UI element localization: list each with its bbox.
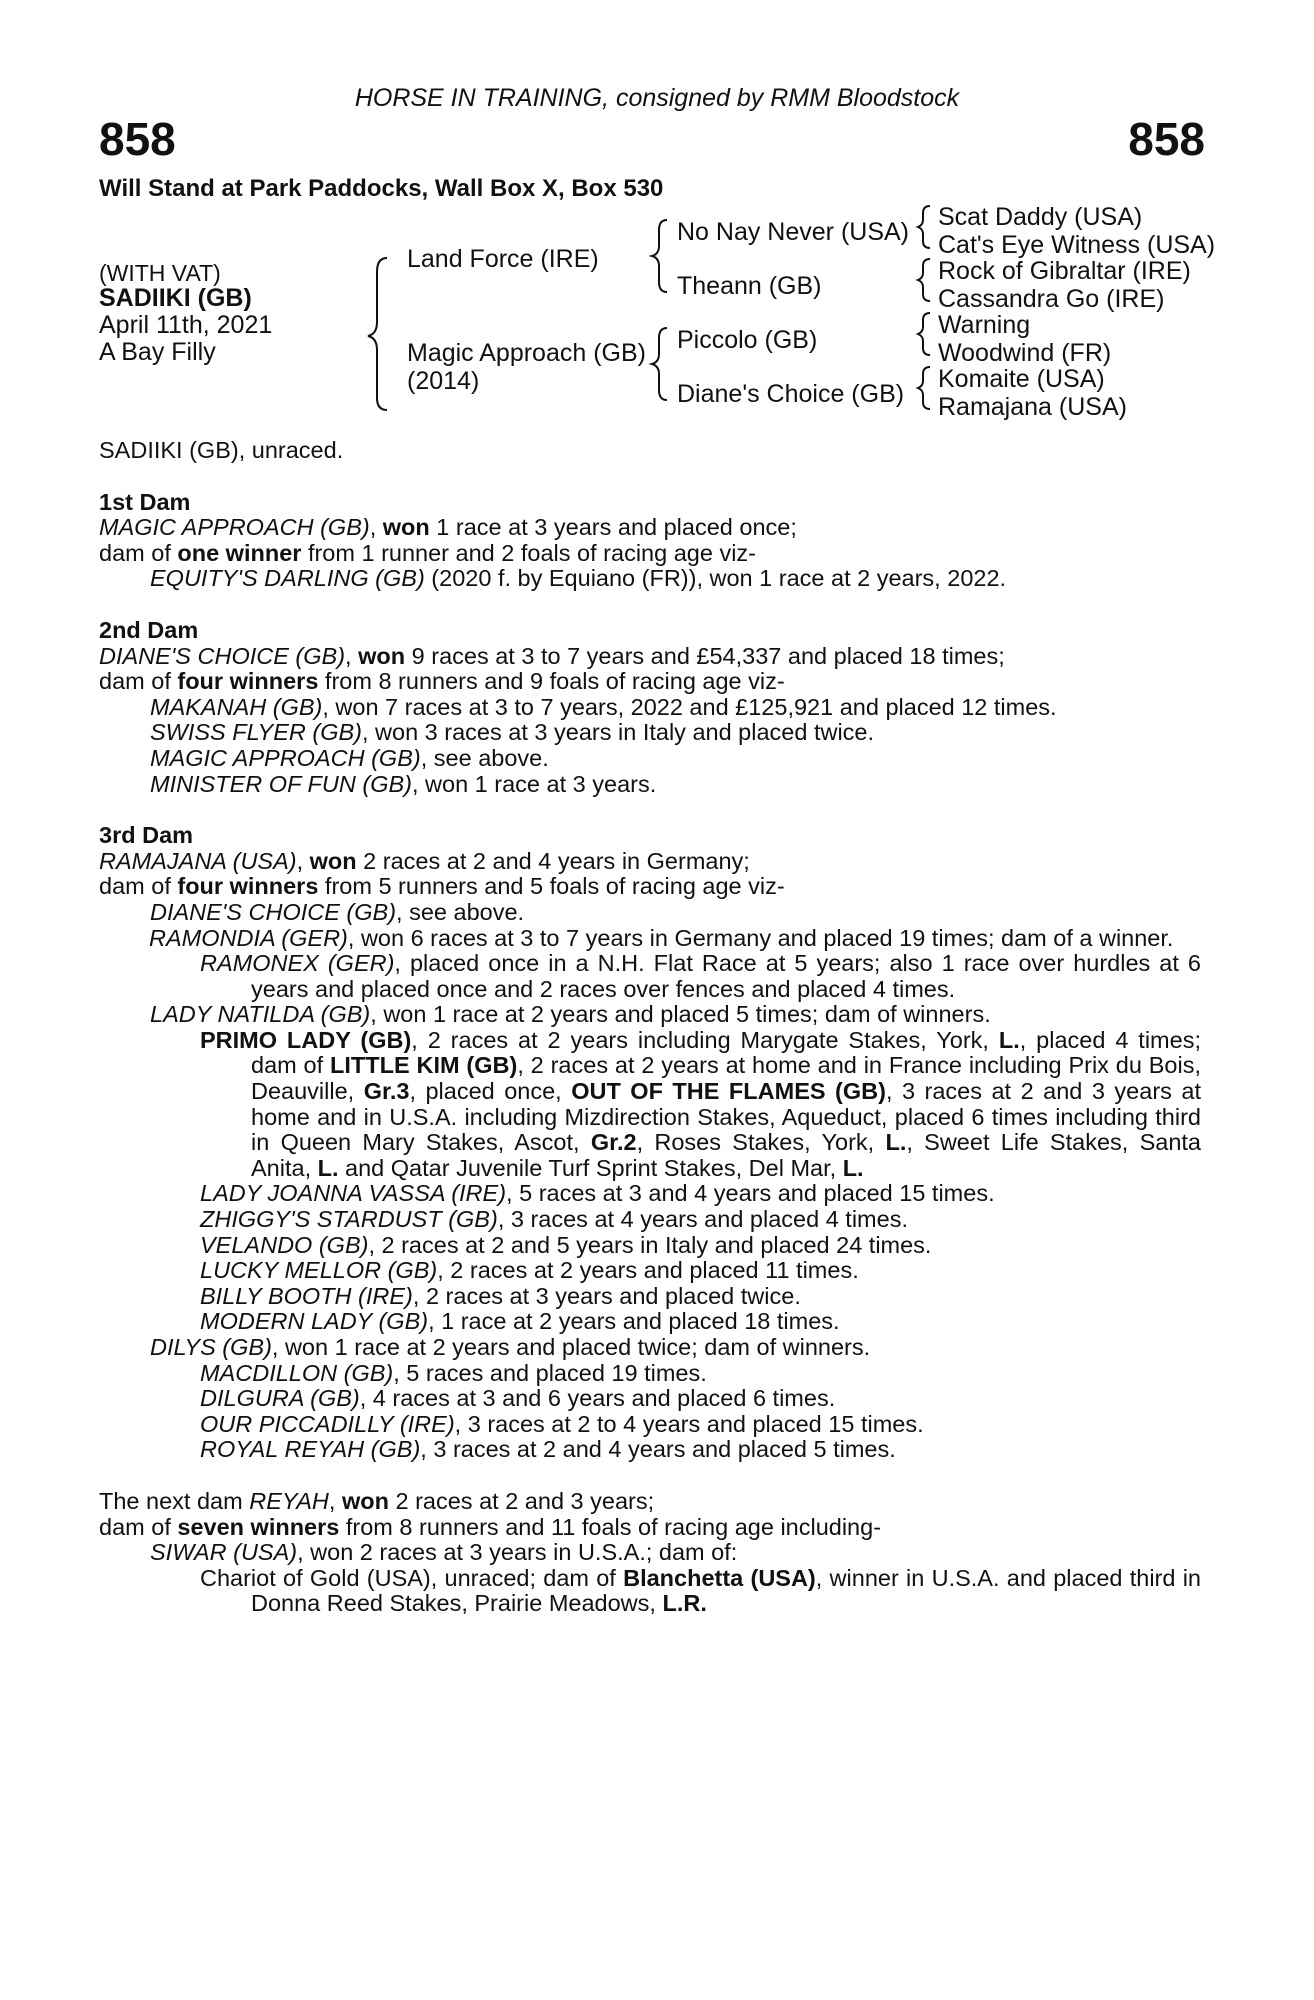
horse-name: RAMAJANA (USA): [99, 847, 297, 874]
great-grandparent-4: Cassandra Go (IRE): [938, 285, 1165, 313]
horse-name: EQUITY'S DARLING (GB): [150, 565, 425, 592]
horse-name: ROYAL REYAH (GB): [200, 1436, 421, 1463]
winners-count: one winner: [177, 539, 302, 566]
record-text: , won 1 race at 3 years.: [411, 770, 657, 797]
black-type-horse-name: LITTLE KIM (GB): [330, 1052, 518, 1079]
next-dam-section: [99, 1489, 1201, 1617]
great-grandparent-5: Warning: [938, 311, 1031, 339]
horse-name: ZHIGGY'S STARDUST (GB): [200, 1206, 498, 1233]
record-text: and Qatar Juvenile Turf Sprint Stakes, Del Mar,: [338, 1154, 843, 1181]
record-text: , 2 races at 3 years and placed twice.: [412, 1282, 801, 1309]
horse-name: LADY JOANNA VASSA (IRE): [200, 1180, 507, 1207]
text: from 8 runners and 9 foals of racing age viz-: [318, 668, 785, 695]
record-text: , winner in U.S.A. and placed third in Donna Reed Stakes, Prairie Meadows,: [251, 1564, 1202, 1617]
produce-entry: [99, 566, 1201, 592]
grand-produce-entry: [99, 1309, 1201, 1335]
record-text: 2 races at 2 and 3 years;: [388, 1487, 655, 1514]
black-type-horse-name: Blanchetta (USA): [623, 1564, 816, 1591]
horse-name: OUR PICCADILLY (IRE): [200, 1410, 455, 1437]
text: dam of: [99, 668, 178, 695]
record-text: , see above.: [420, 744, 549, 771]
separator: ,: [369, 514, 383, 541]
grand-produce-entry: [99, 1207, 1201, 1233]
record-text: , won 1 race at 2 years and placed 5 times; dam of winners.: [370, 1001, 991, 1028]
record-text: , 3 races at 2 and 3 years at home and in U.S.A. including Mizdirection Stakes, Aqueduct, placed 6 times including third in Queen Mary Stakes, Ascot,: [251, 1078, 1201, 1156]
record-text: 1 race at 3 years and placed once;: [429, 514, 797, 541]
record-text: , 2 races at 2 years and placed 11 times.: [437, 1257, 859, 1284]
grand-produce-entry: [99, 1437, 1201, 1463]
g-brace-4: [918, 367, 930, 409]
main-brace: [368, 258, 387, 410]
separator: ,: [345, 642, 359, 669]
listed-label: L.: [317, 1154, 339, 1181]
text: dam of: [99, 1513, 178, 1540]
lot-number-left: 858: [99, 113, 176, 165]
horse-name: DILYS (GB): [150, 1334, 272, 1360]
great-grandparent-8: Ramajana (USA): [938, 393, 1127, 421]
grand-produce-entry: [99, 1566, 1201, 1617]
dam-record: [99, 1489, 1201, 1515]
first-dam-section: [99, 490, 1201, 592]
horse-description: A Bay Filly: [99, 338, 216, 366]
record-text: , see above.: [396, 898, 525, 925]
text: from 5 runners and 5 foals of racing age viz-: [318, 873, 785, 900]
lot-number-right: 858: [1128, 113, 1205, 165]
horse-name: LUCKY MELLOR (GB): [200, 1257, 438, 1284]
record-text: , 3 races at 4 years and placed 4 times.: [497, 1206, 908, 1233]
produce-entry: [99, 1335, 1201, 1361]
produce-entry: [99, 695, 1201, 721]
stand-location: Will Stand at Park Paddocks, Wall Box X, Box 530: [99, 175, 664, 202]
grand-produce-entry: [99, 1284, 1201, 1310]
text: from 1 runner and 2 foals of racing age viz-: [301, 539, 756, 566]
record-text: , 4 races at 3 and 6 years and placed 6 times.: [359, 1385, 836, 1412]
dam-record: [99, 644, 1201, 670]
g-brace-2: [918, 259, 930, 301]
listed-label: L.: [842, 1154, 864, 1181]
record-text: , placed once in a N.H. Flat Race at 5 years; also 1 race over hurdles at 6 years and placed once and 2 races over fences and placed 4 times.: [251, 950, 1201, 1002]
grand-produce-entry: [99, 1386, 1201, 1412]
record-text: 2 races at 2 and 4 years in Germany;: [356, 847, 750, 874]
horse-name: DIANE'S CHOICE (GB): [150, 898, 397, 925]
produce-entry: [99, 900, 1201, 926]
produce-entry: [99, 1540, 1201, 1566]
sire: Land Force (IRE): [407, 245, 599, 273]
horse-name: SIWAR (USA): [150, 1539, 298, 1566]
horse-name: RAMONEX (GER): [200, 950, 395, 977]
separator: ,: [328, 1487, 342, 1514]
record-text: , 2 races at 2 years at home and in France including Prix du Bois, Deauville,: [251, 1052, 1201, 1105]
dam-brace: [652, 328, 667, 400]
record-text: Chariot of Gold (USA), unraced; dam of: [200, 1564, 624, 1591]
horse-name: VELANDO (GB): [200, 1231, 369, 1258]
horse-name: RAMONDIA (GER): [149, 924, 348, 951]
horse-name: MAKANAH (GB): [150, 693, 323, 720]
produce-summary: [99, 541, 1201, 567]
great-grandparent-2: Cat's Eye Witness (USA): [938, 231, 1216, 259]
won-label: won: [309, 847, 357, 874]
record-text: , Roses Stakes, York,: [636, 1129, 886, 1156]
produce-entry: [99, 926, 1201, 952]
text: The next dam: [99, 1487, 250, 1514]
dam: Magic Approach (GB): [407, 339, 646, 367]
record-text: , won 3 races at 3 years in Italy and placed twice.: [361, 719, 875, 746]
dam-sire: Piccolo (GB): [677, 326, 818, 354]
great-grandparent-1: Scat Daddy (USA): [938, 203, 1143, 231]
grand-produce-entry: [99, 1361, 1201, 1387]
won-label: won: [358, 642, 406, 669]
section-heading: 1st Dam: [99, 488, 191, 515]
produce-entry: [99, 746, 1201, 772]
record-text: , 3 races at 2 to 4 years and placed 15 times.: [454, 1410, 924, 1437]
vat-note: (WITH VAT): [99, 260, 221, 286]
record-text: , 3 races at 2 and 4 years and placed 5 times.: [420, 1436, 896, 1463]
separator: ,: [296, 847, 310, 874]
sire-sire: No Nay Never (USA): [677, 218, 909, 246]
horse-name: DIANE'S CHOICE (GB): [99, 642, 346, 669]
winners-count: four winners: [177, 873, 319, 900]
grand-produce-entry: [99, 1412, 1201, 1438]
grand-produce-entry: [99, 951, 1201, 1002]
horse-name: SWISS FLYER (GB): [150, 719, 362, 746]
great-grandparent-7: Komaite (USA): [938, 365, 1105, 393]
record-text: , won 1 race at 2 years and placed twice; dam of winners.: [271, 1334, 871, 1360]
produce-entry: [99, 720, 1201, 746]
won-label: won: [382, 514, 430, 541]
dam-record: [99, 515, 1201, 541]
horse-name: LADY NATILDA (GB): [150, 1001, 371, 1028]
text: dam of: [99, 539, 178, 566]
record-text: , placed 4 times; dam of: [251, 1026, 1201, 1079]
horse-name: MAGIC APPROACH (GB): [150, 744, 421, 771]
section-heading: 2nd Dam: [99, 616, 199, 643]
text: from 8 runners and 11 foals of racing age including-: [339, 1513, 882, 1540]
produce-entry: [99, 1002, 1201, 1028]
dam-dam: Diane's Choice (GB): [677, 380, 905, 408]
record-text: , placed once,: [409, 1078, 572, 1105]
group-label: Gr.3: [363, 1078, 410, 1105]
horse-name: BILLY BOOTH (IRE): [200, 1282, 413, 1309]
third-dam-section: [99, 823, 1201, 1463]
record-text: , won 6 races at 3 to 7 years in Germany and placed 19 times; dam of a winner.: [347, 924, 1174, 951]
produce-summary: [99, 669, 1201, 695]
record-text: , 5 races and placed 19 times.: [393, 1359, 707, 1386]
record-text: , Sweet Life Stakes, Santa Anita,: [251, 1129, 1201, 1181]
catalogue-subtitle: HORSE IN TRAINING, consigned by RMM Bloodstock: [354, 84, 960, 112]
black-type-horse-name: PRIMO LADY (GB): [200, 1026, 412, 1053]
record-text: , 1 race at 2 years and placed 18 times.: [428, 1308, 840, 1335]
second-dam-section: [99, 618, 1201, 797]
section-heading: 3rd Dam: [99, 822, 194, 849]
grand-produce-entry: [99, 1233, 1201, 1259]
g-brace-3: [918, 313, 930, 355]
listed-label: L.R.: [662, 1590, 707, 1617]
record-text: , 2 races at 2 and 5 years in Italy and placed 24 times.: [368, 1231, 932, 1258]
group-label: Gr.2: [590, 1129, 637, 1156]
record-text: , won 2 races at 3 years in U.S.A.; dam of:: [297, 1539, 738, 1566]
grand-produce-entry: [99, 1028, 1201, 1182]
g-brace-1: [918, 206, 930, 248]
horse-name: MACDILLON (GB): [200, 1359, 394, 1386]
horse-name: DILGURA (GB): [200, 1385, 360, 1412]
horse-name: MINISTER OF FUN (GB): [150, 770, 412, 797]
grand-produce-entry: [99, 1258, 1201, 1284]
horse-name: MODERN LADY (GB): [200, 1308, 429, 1335]
record-text: , 5 races at 3 and 4 years and placed 15 times.: [506, 1180, 995, 1207]
sire-dam: Theann (GB): [677, 272, 822, 300]
horse-name: MAGIC APPROACH (GB): [99, 514, 370, 541]
produce-summary: [99, 1515, 1201, 1541]
winners-count: four winners: [177, 668, 319, 695]
foaling-date: April 11th, 2021: [99, 311, 273, 339]
great-grandparent-3: Rock of Gibraltar (IRE): [938, 257, 1191, 285]
record-text: , won 7 races at 3 to 7 years, 2022 and £125,921 and placed 12 times.: [322, 693, 1057, 720]
black-type-horse-name: OUT OF THE FLAMES (GB): [571, 1078, 886, 1105]
race-summary: SADIIKI (GB), unraced.: [99, 437, 344, 463]
horse-name: REYAH: [249, 1487, 329, 1514]
text: dam of: [99, 873, 178, 900]
record-text: (2020 f. by Equiano (FR)), won 1 race at 2 years, 2022.: [424, 565, 1007, 592]
listed-label: L.: [998, 1026, 1020, 1053]
winners-count: seven winners: [177, 1513, 340, 1540]
horse-name: SADIIKI (GB): [99, 284, 252, 312]
record-text: 9 races at 3 to 7 years and £54,337 and placed 18 times;: [405, 642, 1005, 669]
produce-entry: [99, 772, 1201, 798]
great-grandparent-6: Woodwind (FR): [938, 339, 1112, 367]
record-text: , 2 races at 2 years including Marygate Stakes, York,: [411, 1026, 999, 1053]
dam-year: (2014): [407, 367, 480, 395]
listed-label: L.: [885, 1129, 907, 1156]
won-label: won: [341, 1487, 389, 1514]
sire-brace: [652, 220, 667, 292]
produce-summary: [99, 874, 1201, 900]
dam-record: [99, 849, 1201, 875]
catalogue-body: [99, 438, 1201, 1617]
grand-produce-entry: [99, 1181, 1201, 1207]
